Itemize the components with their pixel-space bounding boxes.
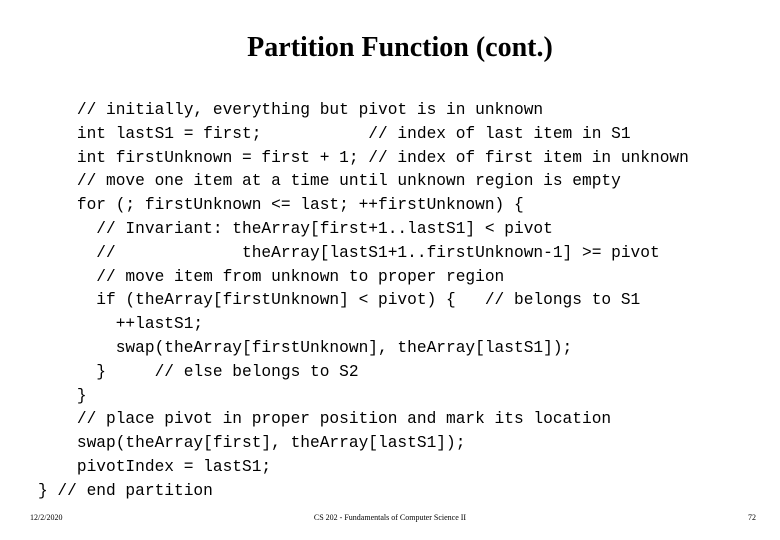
code-line: // initially, everything but pivot is in unknown — [38, 101, 544, 119]
code-block — [38, 99, 689, 504]
code-line: pivotIndex = lastS1; — [38, 457, 272, 476]
code-line: } // else belongs to S2 — [38, 362, 359, 381]
code-line: // theArray[lastS1+1..firstUnknown-1] >= pivot — [38, 243, 660, 262]
code-line: // move one item at a time until unknown region is empty — [38, 172, 621, 191]
code-line: int firstUnknown = first + 1; // index of first item in unknown — [38, 148, 689, 167]
code-line: } // end partition — [38, 481, 213, 500]
code-line: // place pivot in proper position and mark its location — [38, 410, 612, 429]
code-line: if (theArray[firstUnknown] < pivot) { // belongs to S1 — [38, 291, 641, 310]
code-line: // Invariant: theArray[first+1..lastS1] < pivot — [38, 219, 553, 238]
footer-page-number: 72 — [748, 513, 756, 522]
footer-date: 12/2/2020 — [30, 513, 63, 522]
code-line: swap(theArray[first], theArray[lastS1]); — [38, 434, 466, 453]
code-line: ++lastS1; — [38, 315, 204, 334]
code-line: // move item from unknown to proper region — [38, 267, 505, 286]
code-line: } — [38, 386, 87, 405]
footer-course-name: CS 202 - Fundamentals of Computer Science II — [313, 513, 467, 522]
code-line: swap(theArray[firstUnknown], theArray[lastS1]); — [38, 338, 573, 357]
code-line: int lastS1 = first; // index of last item in S1 — [38, 124, 631, 143]
code-line: for (; firstUnknown <= last; ++firstUnknown) { — [38, 196, 524, 215]
slide-title: Partition Function (cont.) — [247, 32, 553, 63]
